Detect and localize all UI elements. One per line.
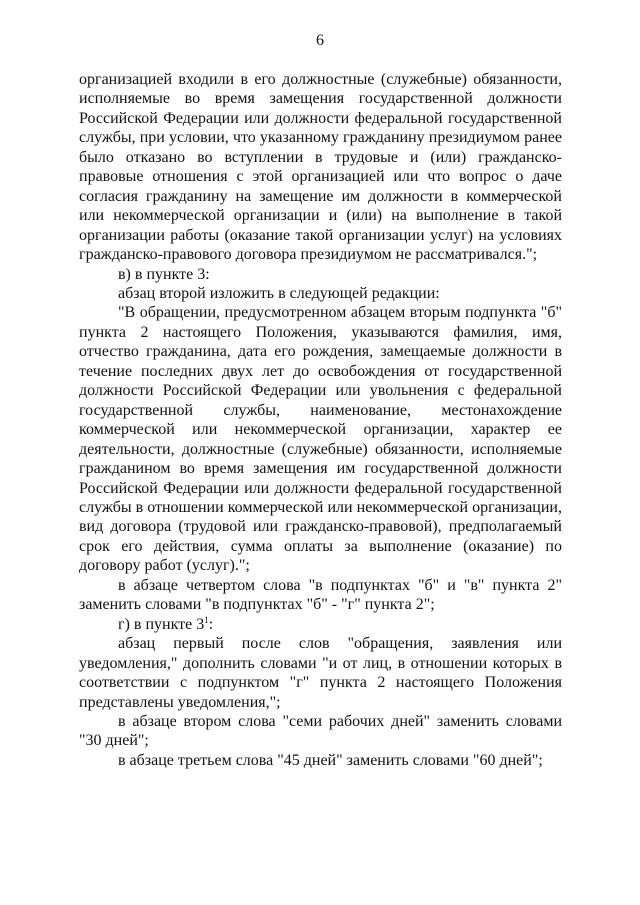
paragraph-continuation: организацией входили в его должностные (служебные) обязанности, исполняемые во время замещения государственной должности Российской Федерации или должности федеральной государственной службы, при условии, что указанному гражданину президиумом ранее было отказано во вступлении в трудовые и (или) гражданско-правовые отношения с этой организацией или что вопрос о даче согласия гражданину на замещение им должности в коммерческой или некоммерческой организации и (или) на выполнение в такой организации работы (оказание такой организации услуг) на условиях гражданско-правового договора президиумом не рассматривался."; xyxy=(79,71,562,264)
paragraph-amendment-second: в абзаце втором слова "семи рабочих дней" заменить словами "30 дней"; xyxy=(79,712,562,750)
paragraph-instruction: абзац второй изложить в следующей редакции: xyxy=(118,284,440,302)
paragraph-amendment-third: в абзаце третьем слова "45 дней" заменить словами "60 дней"; xyxy=(118,751,543,769)
paragraph-subitem-v: в) в пункте 3: xyxy=(118,265,210,283)
paragraph-amendment-first: абзац первый после слов "обращения, заявления или уведомления," дополнить словами "и от лиц, в отношении которых в соответствии с подпунктом "г" пункта 2 настоящего Положения представлены уведомления,"; xyxy=(79,635,562,711)
paragraph-amendment-fourth: в абзаце четвертом слова "в подпунктах "б" и "в" пункта 2" заменить словами "в подпунктах "б" - "г" пункта 2"; xyxy=(79,576,562,614)
subitem-g-superscript: 1 xyxy=(204,614,209,625)
subitem-g-text: г) в пункте 3 xyxy=(118,615,205,633)
page-number: 6 xyxy=(316,32,324,49)
subitem-g-tail: : xyxy=(208,615,214,633)
paragraph-subitem-g xyxy=(79,615,562,634)
document-body xyxy=(79,70,562,770)
paragraph-quoted-text: "В обращении, предусмотренном абзацем вторым подпункта "б" пункта 2 настоящего Положения, указываются фамилия, имя, отчество гражданина, дата его рождения, замещаемые должности в течение последних двух лет до освобождения от государственной должности Российской Федерации или увольнения с федеральной государственной службы, наименование, местонахождение коммерческой или некоммерческой организации, характер ее деятельности, должностные (служебные) обязанности, исполняемые гражданином во время замещения им государственной должности Российской Федерации или должности федеральной государственной службы в отношении коммерческой или некоммерческой организации, вид договора (трудовой или гражданско-правовой), предполагаемый срок его действия, сумма оплаты за выполнение (оказание) по договору работ (услуг)."; xyxy=(79,304,562,575)
